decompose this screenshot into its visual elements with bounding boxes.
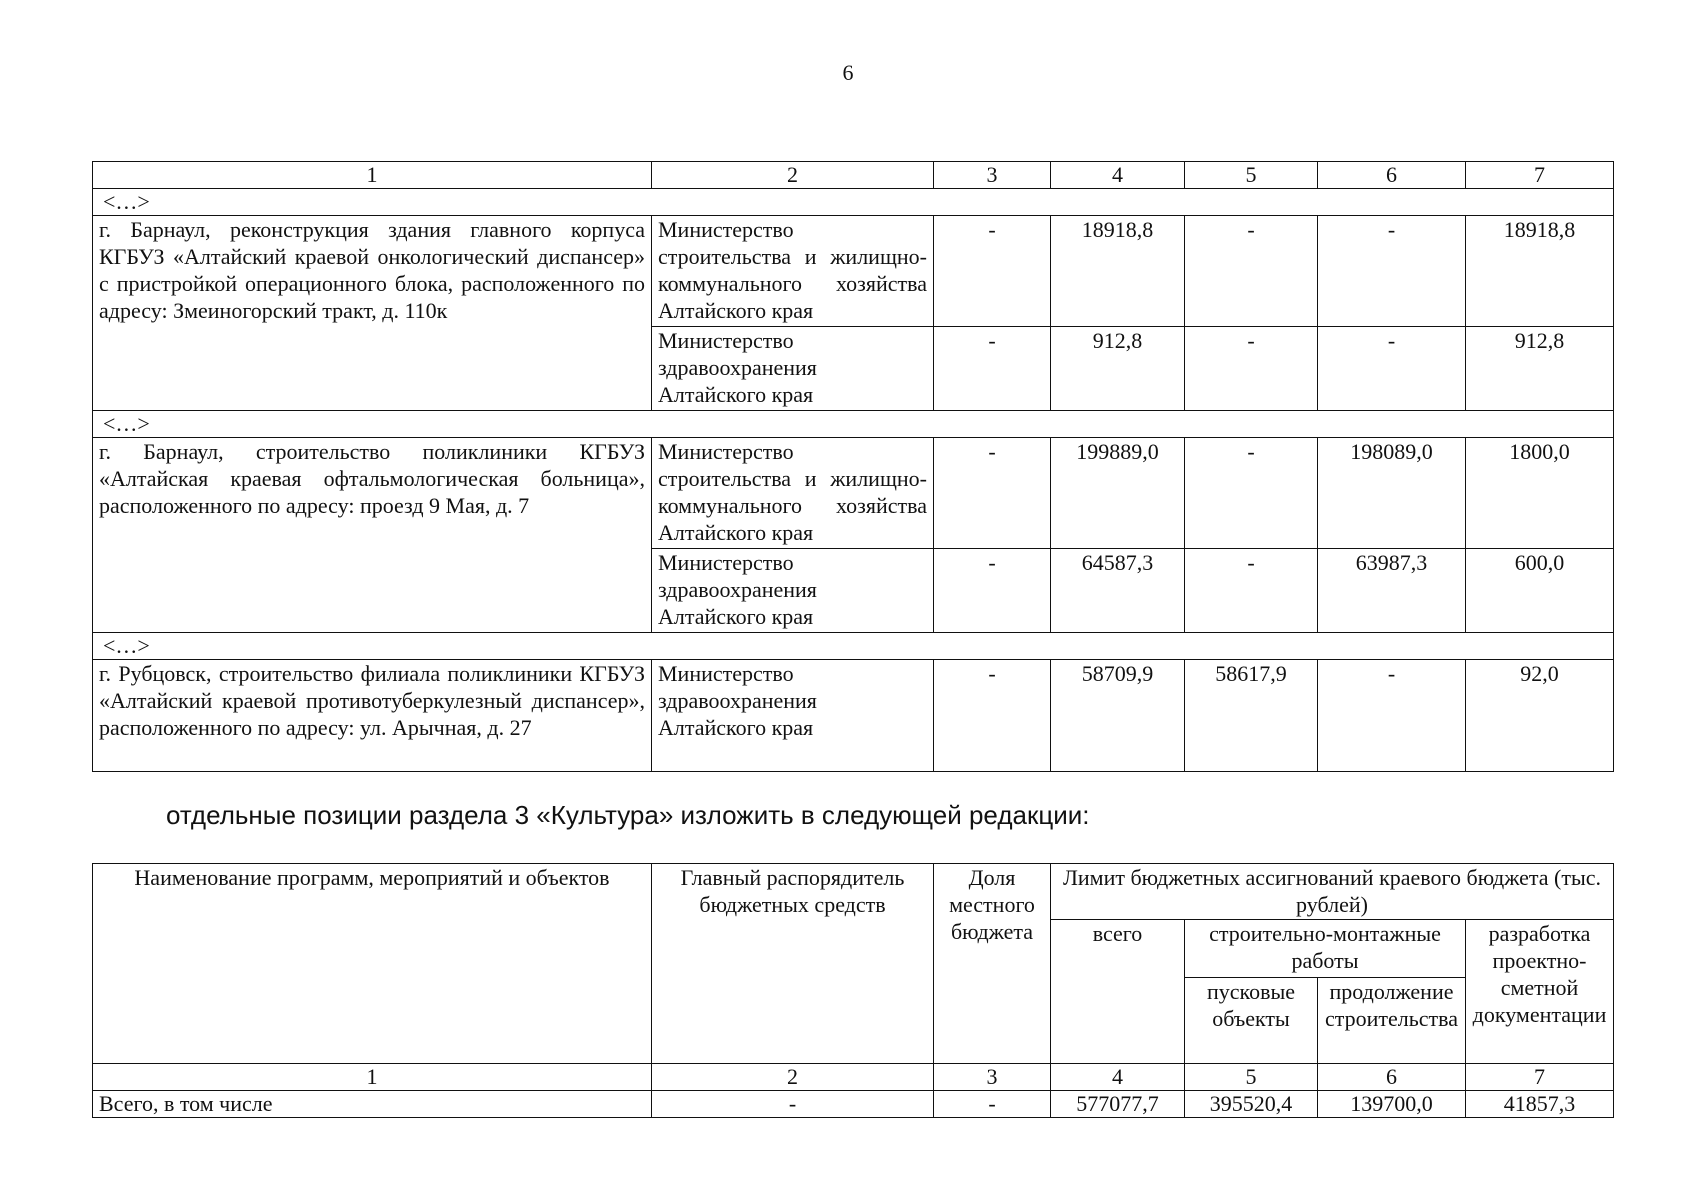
total-row: [93, 1091, 1614, 1118]
object-name: г. Барнаул, реконструкция здания главного корпуса КГБУЗ «Алтайский краевой онкологический диспансер» с пристройкой операционного блока, расположенного по адресу: Змеиногорский тракт, д. 110к: [93, 216, 652, 411]
total-header: всего: [1051, 920, 1185, 1064]
design-docs-value: 41857,3: [1466, 1091, 1614, 1118]
local-share-value: -: [934, 660, 1051, 772]
local-share-value: -: [934, 1091, 1051, 1118]
department-name: Министерство здравоохранения Алтайского края: [652, 660, 934, 772]
design-docs-value: 600,0: [1466, 549, 1614, 633]
department-name: Министерство строительства и жилищно-коммунального хозяйства Алтайского края: [652, 438, 934, 549]
table-row: [93, 438, 1614, 549]
total-value: 64587,3: [1051, 549, 1185, 633]
design-docs-value: 912,8: [1466, 327, 1614, 411]
table-row: [93, 660, 1614, 772]
total-value: 199889,0: [1051, 438, 1185, 549]
launch-objects-header: пусковые объекты: [1185, 978, 1318, 1064]
object-name: г. Рубцовск, строительство филиала поликлиники КГБУЗ «Алтайский краевой противотуберкулезный диспансер», расположенного по адресу: ул. Арычная, д. 27: [93, 660, 652, 772]
total-row-label: Всего, в том числе: [93, 1091, 652, 1118]
department-name: Министерство строительства и жилищно-коммунального хозяйства Алтайского края: [652, 216, 934, 327]
launch-objects-value: 395520,4: [1185, 1091, 1318, 1118]
page-number: 6: [842, 60, 854, 85]
program-name-header: Наименование программ, мероприятий и объектов: [93, 864, 652, 1064]
object-name: г. Барнаул, строительство поликлиники КГБУЗ «Алтайская краевая офтальмологическая больница», расположенного по адресу: проезд 9 Мая, д. 7: [93, 438, 652, 633]
column-number: 6: [1318, 1064, 1466, 1091]
launch-objects-value: -: [1185, 438, 1318, 549]
local-share-value: -: [934, 549, 1051, 633]
construction-works-header: строительно-монтажные работы: [1185, 920, 1466, 978]
column-number: 3: [934, 162, 1051, 189]
column-number: 6: [1318, 162, 1466, 189]
column-number: 1: [93, 1064, 652, 1091]
omission-marker: <…>: [93, 189, 1614, 216]
launch-objects-value: -: [1185, 327, 1318, 411]
local-share-value: -: [934, 327, 1051, 411]
omission-row: [93, 411, 1614, 438]
column-number: 3: [934, 1064, 1051, 1091]
total-value: 18918,8: [1051, 216, 1185, 327]
omission-marker: <…>: [93, 633, 1614, 660]
column-number: 1: [93, 162, 652, 189]
continued-construction-header: продолжение строительства: [1318, 978, 1466, 1064]
department-name: Министерство здравоохранения Алтайского края: [652, 549, 934, 633]
manager-header: Главный распорядитель бюджетных средств: [652, 864, 934, 1064]
continued-construction-value: -: [1318, 327, 1466, 411]
column-number: 7: [1466, 162, 1614, 189]
column-number: 5: [1185, 162, 1318, 189]
column-number-row: [93, 1064, 1614, 1091]
launch-objects-value: 58617,9: [1185, 660, 1318, 772]
column-number: 5: [1185, 1064, 1318, 1091]
local-share-value: -: [934, 438, 1051, 549]
design-docs-value: 1800,0: [1466, 438, 1614, 549]
manager-value: -: [652, 1091, 934, 1118]
omission-marker: <…>: [93, 411, 1614, 438]
department-name: Министерство здравоохранения Алтайского края: [652, 327, 934, 411]
launch-objects-value: -: [1185, 549, 1318, 633]
total-value: 577077,7: [1051, 1091, 1185, 1118]
column-number: 4: [1051, 162, 1185, 189]
continued-construction-value: 139700,0: [1318, 1091, 1466, 1118]
budget-limit-header: Лимит бюджетных ассигнований краевого бюджета (тыс. рублей): [1051, 864, 1614, 920]
section-intro-text: отдельные позиции раздела 3 «Культура» изложить в следующей редакции:: [166, 800, 1090, 830]
continued-construction-value: -: [1318, 660, 1466, 772]
column-number: 2: [652, 1064, 934, 1091]
column-number-row: [93, 162, 1614, 189]
total-value: 58709,9: [1051, 660, 1185, 772]
header-row: [93, 864, 1614, 920]
culture-section-table: [92, 863, 1614, 1118]
launch-objects-value: -: [1185, 216, 1318, 327]
omission-row: [93, 633, 1614, 660]
omission-row: [93, 189, 1614, 216]
table-row: [93, 216, 1614, 327]
design-docs-header: разработка проектно-сметной документации: [1466, 920, 1614, 1064]
column-number: 4: [1051, 1064, 1185, 1091]
local-share-header: Доля местного бюджета: [934, 864, 1051, 1064]
design-docs-value: 18918,8: [1466, 216, 1614, 327]
column-number: 2: [652, 162, 934, 189]
total-value: 912,8: [1051, 327, 1185, 411]
continued-construction-value: 198089,0: [1318, 438, 1466, 549]
appropriations-table: [92, 161, 1614, 772]
column-number: 7: [1466, 1064, 1614, 1091]
local-share-value: -: [934, 216, 1051, 327]
continued-construction-value: 63987,3: [1318, 549, 1466, 633]
design-docs-value: 92,0: [1466, 660, 1614, 772]
continued-construction-value: -: [1318, 216, 1466, 327]
